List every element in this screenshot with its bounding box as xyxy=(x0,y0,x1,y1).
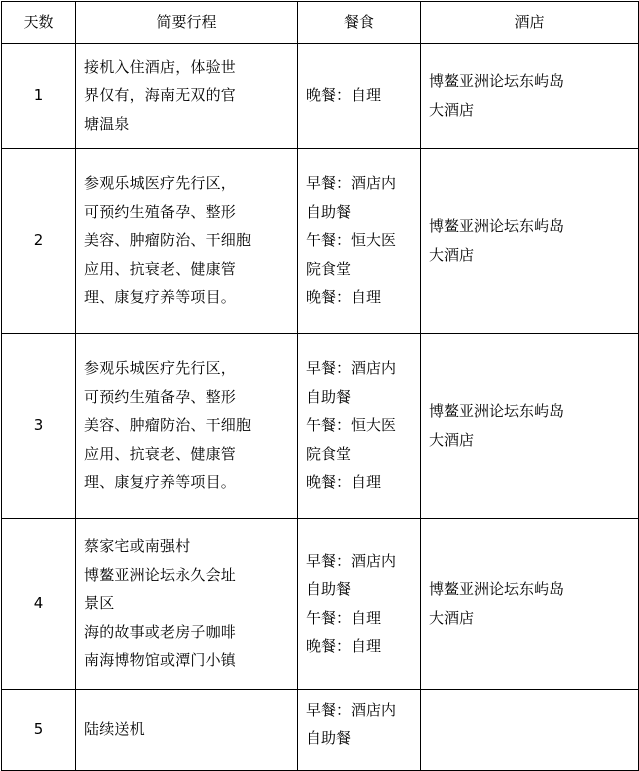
meal-line: 晚餐：自理 xyxy=(306,473,382,492)
itinerary-description xyxy=(76,148,298,333)
meal-description xyxy=(298,518,421,689)
text-line: 博鳌亚洲论坛东屿岛 xyxy=(429,217,565,235)
day-number: 4 xyxy=(2,518,76,689)
text-line: 应用、抗衰老、健康管 xyxy=(84,444,237,463)
text-line: 蔡家宅或南强村 xyxy=(84,537,191,556)
meal-line: 早餐：酒店内 xyxy=(306,551,397,570)
text-line: 理、康复疗养等项目。 xyxy=(84,473,237,492)
meal-line: 自助餐 xyxy=(306,580,352,598)
text-line: 博鳌亚洲论坛东屿岛 xyxy=(429,402,565,420)
meal-line: 自助餐 xyxy=(306,729,352,747)
table-row xyxy=(2,518,639,689)
meal-line: 早餐：酒店内 xyxy=(306,359,397,378)
meal-line: 院食堂 xyxy=(306,259,352,278)
day-number: 1 xyxy=(2,43,76,148)
table-header xyxy=(2,2,639,44)
meal-line: 早餐：酒店内 xyxy=(306,700,397,719)
column-header-meals: 餐食 xyxy=(298,2,421,44)
meal-line: 午餐：恒大医 xyxy=(306,416,397,435)
table-row xyxy=(2,148,639,333)
text-line: 美容、肿瘤防治、干细胞 xyxy=(84,416,252,435)
text-line: 参观乐城医疗先行区， xyxy=(84,174,237,193)
meal-description xyxy=(298,689,421,770)
day-number: 3 xyxy=(2,333,76,518)
meal-line: 晚餐：自理 xyxy=(306,288,382,307)
table-row xyxy=(2,333,639,518)
text-line: 塘温泉 xyxy=(84,114,130,133)
text-line: 可预约生殖备孕、整形 xyxy=(84,202,237,221)
itinerary-description xyxy=(76,689,298,770)
text-line: 大酒店 xyxy=(429,245,475,264)
meal-description xyxy=(298,148,421,333)
itinerary-table xyxy=(1,1,639,771)
column-header-itinerary: 简要行程 xyxy=(76,2,298,44)
text-line: 理、康复疗养等项目。 xyxy=(84,288,237,307)
meal-line: 早餐：酒店内 xyxy=(306,174,397,193)
text-line: 应用、抗衰老、健康管 xyxy=(84,259,237,278)
text-line: 界仅有，海南无双的官 xyxy=(84,86,237,105)
day-number: 2 xyxy=(2,148,76,333)
hotel-name xyxy=(421,689,639,770)
text-line: 接机入住酒店，体验世 xyxy=(84,57,237,76)
table-row xyxy=(2,43,639,148)
table-row xyxy=(2,689,639,770)
hotel-name xyxy=(421,518,639,689)
header-row xyxy=(2,2,639,44)
column-header-hotel: 酒店 xyxy=(421,2,639,44)
text-line: 大酒店 xyxy=(429,430,475,449)
meal-line: 午餐：恒大医 xyxy=(306,231,397,250)
text-line: 景区 xyxy=(84,594,115,613)
text-line: 可预约生殖备孕、整形 xyxy=(84,387,237,406)
meal-line: 院食堂 xyxy=(306,444,352,463)
text-line: 南海博物馆或潭门小镇 xyxy=(84,651,237,670)
meal-line: 自助餐 xyxy=(306,202,352,221)
text-line: 参观乐城医疗先行区， xyxy=(84,359,237,378)
hotel-name xyxy=(421,148,639,333)
text-line: 大酒店 xyxy=(429,100,475,119)
meal-line: 自助餐 xyxy=(306,387,352,406)
meal-description xyxy=(298,333,421,518)
meal-line: 晚餐：自理 xyxy=(306,637,382,655)
text-line: 博鳌亚洲论坛东屿岛 xyxy=(429,72,565,90)
itinerary-description xyxy=(76,518,298,689)
text-line: 陆续送机 xyxy=(84,720,145,739)
hotel-name xyxy=(421,43,639,148)
meal-line: 午餐：自理 xyxy=(306,608,382,627)
meal-line: 晚餐：自理 xyxy=(306,86,382,105)
table-body xyxy=(2,43,639,770)
text-line: 海的故事或老房子咖啡 xyxy=(84,622,237,641)
itinerary-description xyxy=(76,333,298,518)
text-line: 大酒店 xyxy=(429,608,475,627)
meal-description xyxy=(298,43,421,148)
day-number: 5 xyxy=(2,689,76,770)
itinerary-document xyxy=(0,1,639,747)
text-line: 博鳌亚洲论坛东屿岛 xyxy=(429,580,565,598)
text-line: 美容、肿瘤防治、干细胞 xyxy=(84,231,252,250)
hotel-name xyxy=(421,333,639,518)
column-header-day: 天数 xyxy=(2,2,76,44)
itinerary-description xyxy=(76,43,298,148)
text-line: 博鳌亚洲论坛永久会址 xyxy=(84,565,237,584)
